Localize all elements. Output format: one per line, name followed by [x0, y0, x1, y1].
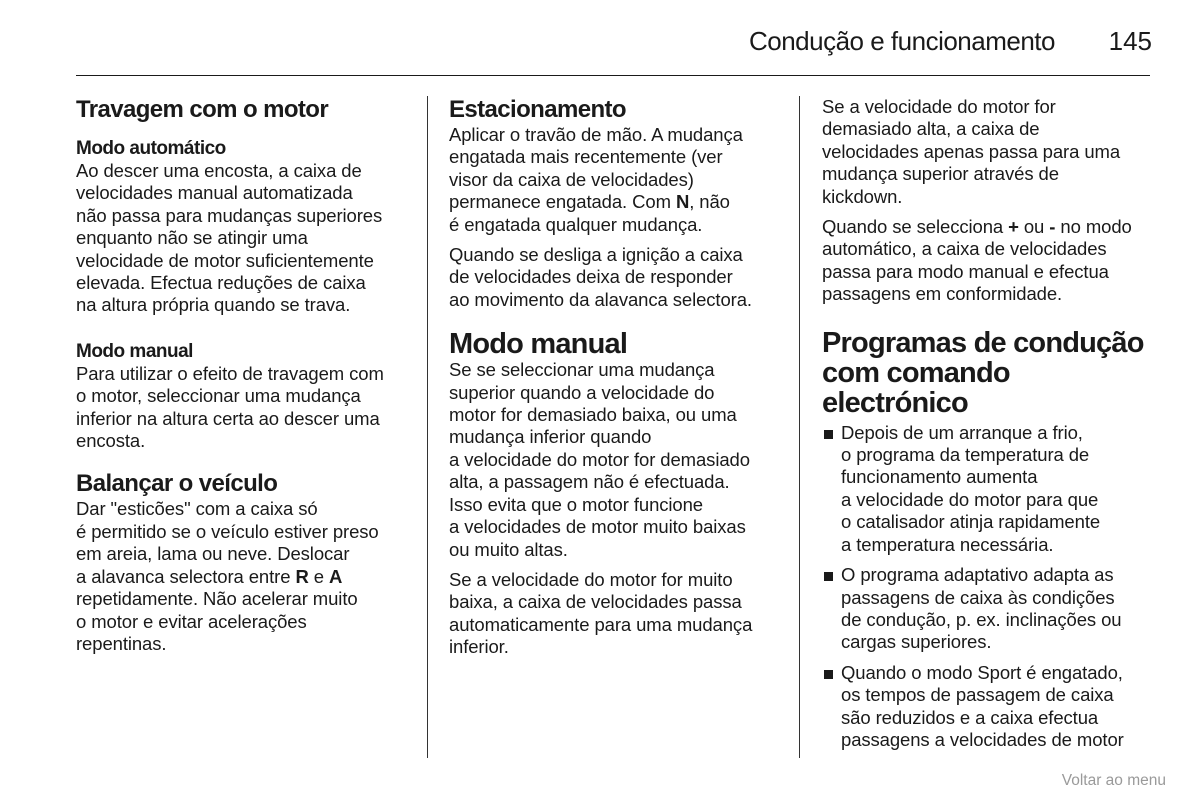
bullet-square-icon — [824, 430, 833, 439]
column-divider — [427, 96, 428, 758]
column-left — [76, 96, 416, 655]
rocking-text-start: Dar "esticões" com a caixa só é permitido se o veículo estiver preso em areia, lama ou neve. Deslocar a alavanca selectora entre — [76, 498, 379, 587]
header-divider — [76, 75, 1150, 76]
paragraph-automatic-mode: Ao descer uma encosta, a caixa de velocidades manual automatizada não passa para mudanças superiores enquanto não se atingir uma velocidade de motor suficientemente elevada. Efectua reduções de caixa na altura própria quando se trava. — [76, 160, 383, 316]
gear-a-label: A — [328, 565, 343, 587]
minus-symbol: - — [1049, 216, 1056, 238]
column-right — [822, 96, 1157, 751]
paragraph-plus-minus-select — [822, 216, 1157, 306]
bullet-square-icon — [824, 572, 833, 581]
gear-r-label: R — [295, 565, 309, 587]
heading-driving-programs: Programas de condução com comando electrónico — [822, 326, 1144, 419]
list-item-text: Quando o modo Sport é engatado, os tempos de passagem de caixa são reduzidos e a caixa efectua passagens a velocidades de motor — [841, 661, 1124, 750]
paragraph-parking — [449, 124, 789, 236]
section-title: Condução e funcionamento — [748, 26, 1055, 56]
driving-programs-list — [822, 422, 1157, 752]
parking-text-start: Aplicar o travão de mão. A mudança engatada mais recentemente (ver visor da caixa de velocidades) permanece engatada. Com — [449, 124, 743, 213]
heading-engine-braking: Travagem com o motor — [76, 96, 329, 123]
heading-parking: Estacionamento — [449, 96, 626, 123]
parking-text-end: , não é engatada qualquer mudança. — [449, 191, 730, 235]
back-to-menu-link[interactable]: Voltar ao menu — [1061, 772, 1166, 789]
paragraph-manual-braking: Para utilizar o efeito de travagem com o motor, seleccionar uma mudança inferior na altura certa ao descer uma encosta. — [76, 362, 384, 452]
paragraph-rocking-vehicle — [76, 498, 416, 655]
list-item-text: O programa adaptativo adapta as passagens de caixa às condições de condução, p. ex. inclinações ou cargas superiores. — [841, 564, 1122, 653]
list-item — [822, 662, 1157, 752]
page-number: 145 — [1108, 26, 1152, 56]
column-divider — [799, 96, 800, 758]
select-text-start: Quando se selecciona — [822, 216, 1009, 238]
heading-rocking-vehicle: Balançar o veículo — [76, 470, 278, 498]
rocking-text-end: repetidamente. Não acelerar muito o motor e evitar acelerações repentinas. — [76, 588, 358, 654]
plus-symbol: + — [1008, 216, 1019, 238]
heading-manual-mode: Modo manual — [449, 328, 628, 361]
paragraph-ignition-off: Quando se desliga a ignição a caixa de velocidades deixa de responder ao movimento da alavanca selectora. — [449, 244, 752, 310]
column-middle — [449, 96, 789, 659]
paragraph-kickdown: Se a velocidade do motor for demasiado alta, a caixa de velocidades apenas passa para uma mudança superior através de kickdown. — [822, 96, 1121, 207]
list-item — [822, 422, 1157, 556]
rocking-text-and: e — [308, 565, 329, 587]
list-item — [822, 564, 1157, 654]
subheading-automatic-mode: Modo automático — [76, 138, 226, 159]
gear-n-label: N — [675, 191, 690, 213]
paragraph-manual-shift: Se se seleccionar uma mudança superior quando a velocidade do motor for demasiado baixa, ou uma mudança inferior quando a velocidade do motor for demasiado alta, a passagem não é efectuada. Isso evita que o motor funcione a velocidades de motor muito baixas ou muito altas. — [449, 359, 750, 560]
select-text-end: no modo automático, a caixa de velocidades passa para modo manual e efectua passagens em conformidade. — [822, 216, 1132, 305]
paragraph-low-speed-downshift: Se a velocidade do motor for muito baixa, a caixa de velocidades passa automaticamente para uma mudança inferior. — [449, 568, 753, 658]
list-item-text: Depois de um arranque a frio, o programa da temperatura de funcionamento aumenta a velocidade do motor para que o catalisador atinja rapidamente a temperatura necessária. — [841, 421, 1101, 555]
select-text-or: ou — [1018, 216, 1050, 238]
bullet-square-icon — [824, 670, 833, 679]
subheading-manual-mode: Modo manual — [76, 340, 193, 362]
